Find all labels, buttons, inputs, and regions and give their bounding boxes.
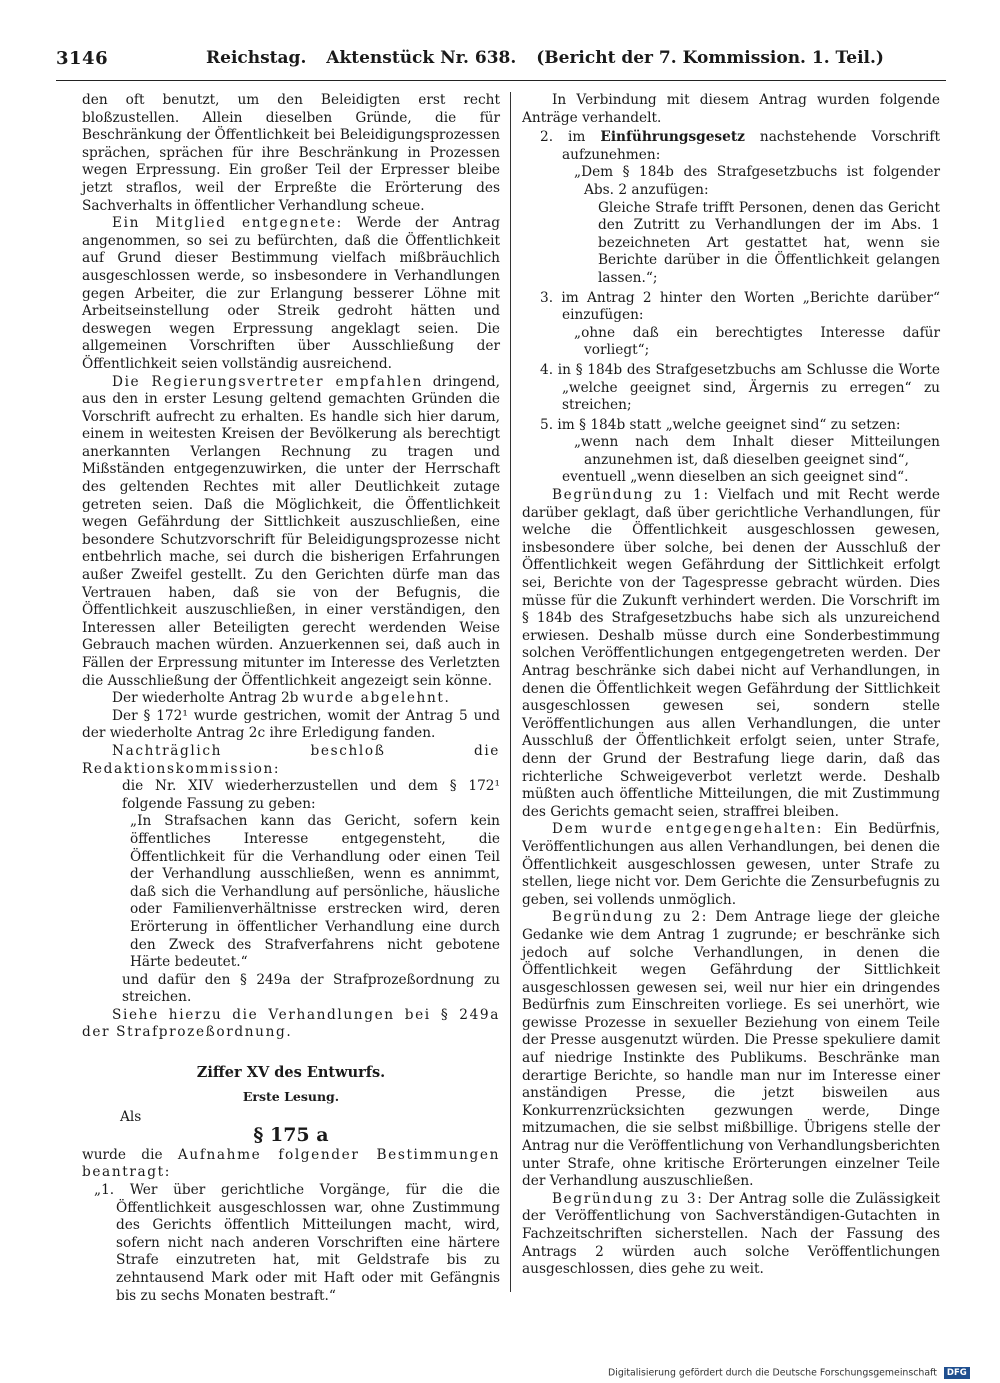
left-paragraph-5: Der § 172¹ wurde gestrichen, womit der Antrag 5 und der wiederholte Antrag 2c ihre Erledigung fanden. bbox=[82, 707, 500, 742]
left-column bbox=[82, 92, 500, 1305]
right-item-5-quote-a: „wenn nach dem Inhalt dieser Mitteilungen anzunehmen ist, daß dieselben geeignet sind“, bbox=[574, 434, 940, 468]
right-paragraph-2 bbox=[522, 821, 940, 909]
item-text: nachstehende Vorschrift aufzunehmen: bbox=[562, 129, 940, 163]
page-number: 3146 bbox=[56, 48, 109, 69]
paragraph-lead: Dem wurde entgegengehalten: bbox=[552, 821, 824, 838]
item-text: in § 184b des Strafgesetzbuchs am Schlusse die Worte „welche geeignet sind, Ärgernis zu erregen“ zu streichen; bbox=[557, 361, 940, 414]
right-column bbox=[522, 92, 940, 1279]
item-number: 4. bbox=[540, 361, 554, 378]
item-number: 2. bbox=[540, 129, 554, 146]
section-subheading: Erste Lesung. bbox=[242, 1088, 340, 1104]
paragraph-body: Dem Antrage liege der gleiche Gedanke wie dem Antrag 1 zugrunde; er beschränke sich jedoch auf solche Verhandlungen, in denen die Öffentlichkeit wegen Gefährdung der Sittlichkeit ausgeschlossen gewesen sei, weil nur hier ein dringendes Bedürfnis zum Einschreiten vorliege. Es sei unerhört, wie gewisse Prozesse in sexueller Beziehung von einem Teile der Presse ausgenutzt würden. Die Presse spekuliere damit auf niedrige Instinkte des Publikums. Beschränke man derartige Berichte, so handle man nur im Interesse einer anständigen Presse, die jetzt bisweilen aus Konkurrenzrücksichten gezwungen werde, Dinge mitzumachen, die sie selbst mißbillige. Übrigens stelle der Antrag nur die Veröffentlichung von Verhandlungsberichten unter Strafe, ohne kritische Erörterungen einzelner Teile der Verhandlung auszuschließen. bbox=[522, 909, 940, 1190]
right-item-3-quote-a: „ohne daß ein berechtigtes Interesse dafür vorliegt“; bbox=[574, 324, 940, 359]
left-paragraph-8: und dafür den § 249a der Strafprozeßordnung zu streichen. bbox=[122, 971, 500, 1006]
paragraph-lead: Begründung zu 1: bbox=[552, 487, 710, 504]
right-item-2-quote-a: „Dem § 184b des Strafgesetzbuchs ist folgender Abs. 2 anzufügen: bbox=[574, 164, 940, 198]
left-paragraph-9: Siehe hierzu die Verhandlungen bei § 249a der Strafprozeßordnung. bbox=[82, 1006, 500, 1041]
footer-text: Digitalisierung gefördert durch die Deutsche Forschungsgemeinschaft bbox=[608, 1367, 937, 1379]
paragraph-lead: Die Regierungsvertreter empfahlen bbox=[112, 373, 424, 390]
header-rule bbox=[56, 80, 946, 81]
section-heading: Ziffer XV des Entwurfs. bbox=[196, 1064, 386, 1082]
paragraph-body: Der Antrag solle die Zulässigkeit der Veröffentlichung von Sachverständigen-Gutachten in Fachzeitschriften sicherstellen. Nach der Fassung des Antrags 2 würden auch solche Veröffentlichungen ausgeschlossen, dies gehe zu weit. bbox=[522, 1190, 940, 1278]
header-title bbox=[206, 48, 898, 68]
paragraph-body: Ein Bedürfnis, Veröffentlichungen aus allen Verhandlungen, bei denen die Öffentlichkeit ausgeschlossen gewesen, unter Strafe zu stellen, liege nicht vor. Dem Gerichte die Zensurbefugnis zu geben, sei vollends unmöglich. bbox=[522, 821, 940, 908]
dfg-logo: DFG bbox=[944, 1367, 970, 1379]
item-number: 3. bbox=[540, 289, 554, 306]
paragraph-lead: Begründung zu 3: bbox=[552, 1190, 704, 1207]
item-number: 5. bbox=[540, 416, 554, 433]
left-paragraph-4 bbox=[82, 690, 500, 708]
left-paragraph-1: den oft benutzt, um den Beleidigten erst recht bloßzustellen. Allein dieselben Gründe, die für Beschränkung der Öffentlichkeit bei Beleidigungsprozessen sprächen, sprächen für ihre Beschränkung in Prozessen wegen Erpressung. Ein großer Teil der Erpresser bleibe jetzt straflos, weil der Erpreßte die Erörterung des Sachverhalts in öffentlicher Verhandlung scheue. bbox=[82, 92, 500, 214]
right-intro: In Verbindung mit diesem Antrag wurden folgende Anträge verhandelt. bbox=[522, 92, 940, 126]
right-item-3 bbox=[522, 290, 940, 325]
paragraph-body: dringend, aus den in erster Lesung geltend gemachten Gründen die Vorschrift aufrecht zu erhalten. Es handle sich hier darum, einem in weitesten Kreisen der Bevölkerung als berechtigt anerkannten Verlangen Rechnung zu tragen und Mißständen entgegenzuwirken, die unter der Herrschaft des geltenden Rechtes mit aller Deutlichkeit zutage getreten seien. Daß die Möglichkeit, die Öffentlichkeit wegen Gefährdung der Sittlichkeit auszuschließen, eine besondere Schutzvorschrift für Beleidigungsprozesse nicht entbehrlich mache, sei durch die bisherigen Erfahrungen außer Zweifel gestellt. Zu den Gerichten dürfe man das Vertrauen haben, daß sie von der Befugnis, die Öffentlichkeit auszuschließen, in einer verständigen, den Interessen aller Beteiligten gerecht werdenden Weise Gebrauch machen würden. Anzuerkennen sei, daß auch in Fällen der Erpressung mitunter im Interesse des Verletzten die Ausschließung der Öffentlichkeit angezeigt sein könne. bbox=[82, 373, 501, 689]
paragraph-body: Werde der Antrag angenommen, so sei zu befürchten, daß die Öffentlichkeit auf Grund dieser Bestimmung vielfach mißbräuchlich ausgeschlossen werde, so insbesondere in Verhandlungen gegen Arbeiter, die zur Erlangung besserer Löhne mit Arbeitseinstellung oder Streik gedroht hätten und deswegen wegen Erpressung angeklagt seien. Die allgemeinen Vorschriften über Ausschließung der Öffentlichkeit seien vollständig ausreichend. bbox=[82, 215, 500, 372]
paragraph-body: Der wiederholte Antrag 2b bbox=[112, 690, 303, 707]
right-paragraph-3 bbox=[522, 909, 940, 1191]
paragraph-lead: Begründung zu 2: bbox=[552, 909, 708, 926]
section-als: Als bbox=[120, 1109, 142, 1126]
left-paragraph-6: Nachträglich beschloß die Redaktionskommission: bbox=[82, 742, 500, 777]
left-paragraph-2 bbox=[82, 215, 500, 373]
paragraph-tail: wurde abgelehnt. bbox=[302, 690, 451, 707]
column-divider bbox=[510, 92, 511, 1292]
left-paragraph-3 bbox=[82, 374, 500, 691]
section-intro-spaced: Aufnahme folgender Bestimmungen beantragt: bbox=[82, 1146, 500, 1181]
footer-credit bbox=[608, 1367, 978, 1381]
right-item-4 bbox=[522, 362, 940, 415]
right-paragraph-4 bbox=[522, 1191, 940, 1279]
section-paragraph-number: § 175 a bbox=[253, 1123, 329, 1146]
header-part-aktenstueck: Aktenstück Nr. 638. bbox=[326, 48, 517, 68]
section-intro-plain: wurde die bbox=[82, 1146, 178, 1163]
item-text: im Antrag 2 hinter den Worten „Berichte darüber“ einzufügen: bbox=[561, 289, 940, 324]
left-quote: „In Strafsachen kann das Gericht, sofern kein öffentliches Interesse entgegensteht, die Öffentlichkeit für die Verhandlung oder einen Teil der Verhandlung ausschließen, wenn es annimmt, daß sich die Verhandlung auf persönliche, häusliche oder Familienverhältnisse erstrecken wird, deren Erörterung in öffentlicher Verhandlung eine durch den Zweck des Strafverfahrens nicht gebotene Härte bedeutet.“ bbox=[130, 813, 500, 971]
item-bold: Einführungsgesetz bbox=[600, 129, 745, 146]
paragraph-lead: Ein Mitglied entgegnete: bbox=[112, 215, 343, 232]
header-part-bericht: (Bericht der 7. Kommission. 1. Teil.) bbox=[536, 48, 884, 68]
header-part-reichstag: Reichstag. bbox=[206, 48, 307, 68]
right-item-2-quote-b: Gleiche Strafe trifft Personen, denen das Gericht den Zutritt zu Verhandlungen der im Abs. 1 bezeichneten Art gestattet hat, wenn sie Berichte darüber in die Öffentlichkeit gelangen lassen.“; bbox=[598, 199, 940, 286]
section-intro bbox=[82, 1147, 500, 1182]
section-item-1: „1. Wer über gerichtliche Vorgänge, für die die Öffentlichkeit ausgeschlossen war, ohne Zustimmung des Gerichts öffentlich Mitteilungen macht, wird, sofern nicht nach anderen Vorschriften eine härtere Strafe einzutreten hat, mit Geldstrafe bis zu zehntausend Mark oder mit Haft oder mit Gefängnis bis zu sechs Monaten bestraft.“ bbox=[94, 1182, 500, 1304]
right-item-2 bbox=[522, 129, 940, 164]
running-header bbox=[56, 42, 946, 82]
right-item-5 bbox=[522, 417, 940, 435]
item-text: im § 184b statt „welche geeignet sind“ zu setzen: bbox=[557, 416, 901, 433]
paragraph-body: Vielfach und mit Recht werde darüber geklagt, daß über gerichtliche Verhandlungen, für welche die Öffentlichkeit ausgeschlossen gewesen, insbesondere über solche, bei denen der Ausschluß der Öffentlichkeit wegen Gefährdung der Sittlichkeit erfolgt sei, Berichte von der Tagespresse gebracht würden. Dies müsse für die Zukunft verhindert werden. Die Vorschrift im § 184b des Strafgesetzbuchs habe sich als unzureichend erwiesen. Deshalb müsse durch eine Sonderbestimmung solchen Veröffentlichungen entgegengetreten werden. Der Antrag beschränke sich dabei nicht auf Verhandlungen, in denen die Öffentlichkeit wegen Gefährdung der Sittlichkeit ausgeschlossen gewesen sei, sondern stelle Veröffentlichungen aus allen Verhandlungen, die unter Ausschluß der Öffentlichkeit erfolgt seien, unter Strafe, denn der Grund der Bestrafung liege darin, daß das richterliche Schweigeverbot verletzt werde. Deshalb müßten auch öffentliche Mitteilungen, die mit Zustimmung des Gerichts gemacht seien, straffrei bleiben. bbox=[522, 487, 940, 820]
left-paragraph-7: die Nr. XIV wiederherzustellen und dem § 172¹ folgende Fassung zu geben: bbox=[122, 778, 500, 812]
right-item-5-quote-b: eventuell „wenn dieselben an sich geeignet sind“. bbox=[562, 469, 909, 486]
right-paragraph-1 bbox=[522, 487, 940, 821]
item-text-pre: im bbox=[568, 129, 601, 146]
